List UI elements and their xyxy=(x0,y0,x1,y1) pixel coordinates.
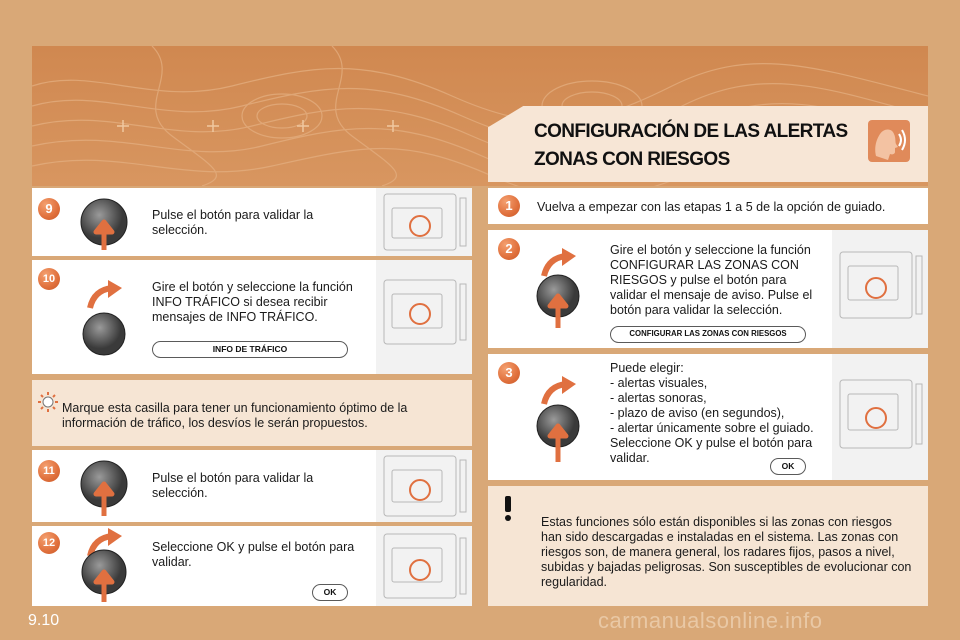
step-3-outro: Seleccione OK y pulse el botón para validar. xyxy=(610,436,813,465)
knob-push-icon xyxy=(80,458,132,523)
info-trafico-pill: INFO DE TRÁFICO xyxy=(152,341,348,358)
ok-pill: OK xyxy=(312,584,348,601)
configurar-zonas-pill: CONFIGURAR LAS ZONAS CON RIESGOS xyxy=(610,326,806,343)
option-item: - plazo de aviso (en segundos), xyxy=(610,406,785,420)
watermark: carmanualsonline.info xyxy=(598,608,823,633)
step-12-text: Seleccione OK y pulse el botón para validar. xyxy=(152,540,355,569)
knob-push-icon xyxy=(534,274,586,335)
title-line-1: CONFIGURACIÓN DE LAS ALERTAS xyxy=(534,121,848,142)
tip-text: Marque esta casilla para tener un funcionamiento óptimo de la información de tráfico, los desvíos le serán propuestos. xyxy=(62,401,408,430)
radio-unit-icon xyxy=(376,260,472,374)
radio-unit-icon xyxy=(832,230,928,348)
ok-pill: OK xyxy=(770,458,806,475)
step-number-badge: 1 xyxy=(498,195,520,217)
knob-push-icon xyxy=(534,404,586,469)
step-3-intro: Puede elegir: xyxy=(610,361,684,375)
step-2-text: Gire el botón y seleccione la función CONFIGURAR LAS ZONAS CON RIESGOS y pulse el botón para validar el mensaje de aviso. Pulse el botón para validar la selección. xyxy=(610,243,813,317)
exclamation-icon xyxy=(500,494,516,522)
step-number-badge: 9 xyxy=(38,198,60,220)
step-9-text: Pulse el botón para validar la selección. xyxy=(152,208,314,237)
step-number-badge: 3 xyxy=(498,362,520,384)
radio-unit-icon xyxy=(376,450,472,522)
radio-unit-icon xyxy=(832,354,928,480)
knob-push-icon xyxy=(80,548,132,609)
step-3-text xyxy=(610,361,825,466)
step-11-text: Pulse el botón para validar la selección. xyxy=(152,471,314,500)
radio-unit-icon xyxy=(376,188,472,256)
step-number-badge: 12 xyxy=(38,532,60,554)
step-number-badge: 10 xyxy=(38,268,60,290)
knob-icon xyxy=(80,312,132,365)
lightbulb-icon xyxy=(36,390,60,419)
step-10-text: Gire el botón y seleccione la función INFO TRÁFICO si desea recibir mensajes de INFO TRÁFICO. xyxy=(152,280,353,324)
voice-head-icon xyxy=(868,120,910,162)
option-item: - alertas visuales, xyxy=(610,376,708,390)
option-item: - alertas sonoras, xyxy=(610,391,707,405)
option-item: - alertar únicamente sobre el guiado. xyxy=(610,421,814,435)
step-number-badge: 2 xyxy=(498,238,520,260)
radio-unit-icon xyxy=(376,526,472,606)
knob-push-icon xyxy=(80,196,132,257)
step-1-text: Vuelva a empezar con las etapas 1 a 5 de la opción de guiado. xyxy=(537,200,886,214)
page-number: 9.10 xyxy=(28,612,60,629)
page-title xyxy=(534,118,864,174)
title-line-2: ZONAS CON RIESGOS xyxy=(534,149,730,170)
step-number-badge: 11 xyxy=(38,460,60,482)
warning-text: Estas funciones sólo están disponibles si las zonas con riesgos han sido descargadas e instaladas en el sistema. Las zonas con riesgos son, de manera general, los radares fijos, pasos a nivel, subidas y bajadas peligrosas. Son susceptibles de evolucionar con regularidad. xyxy=(541,515,912,589)
